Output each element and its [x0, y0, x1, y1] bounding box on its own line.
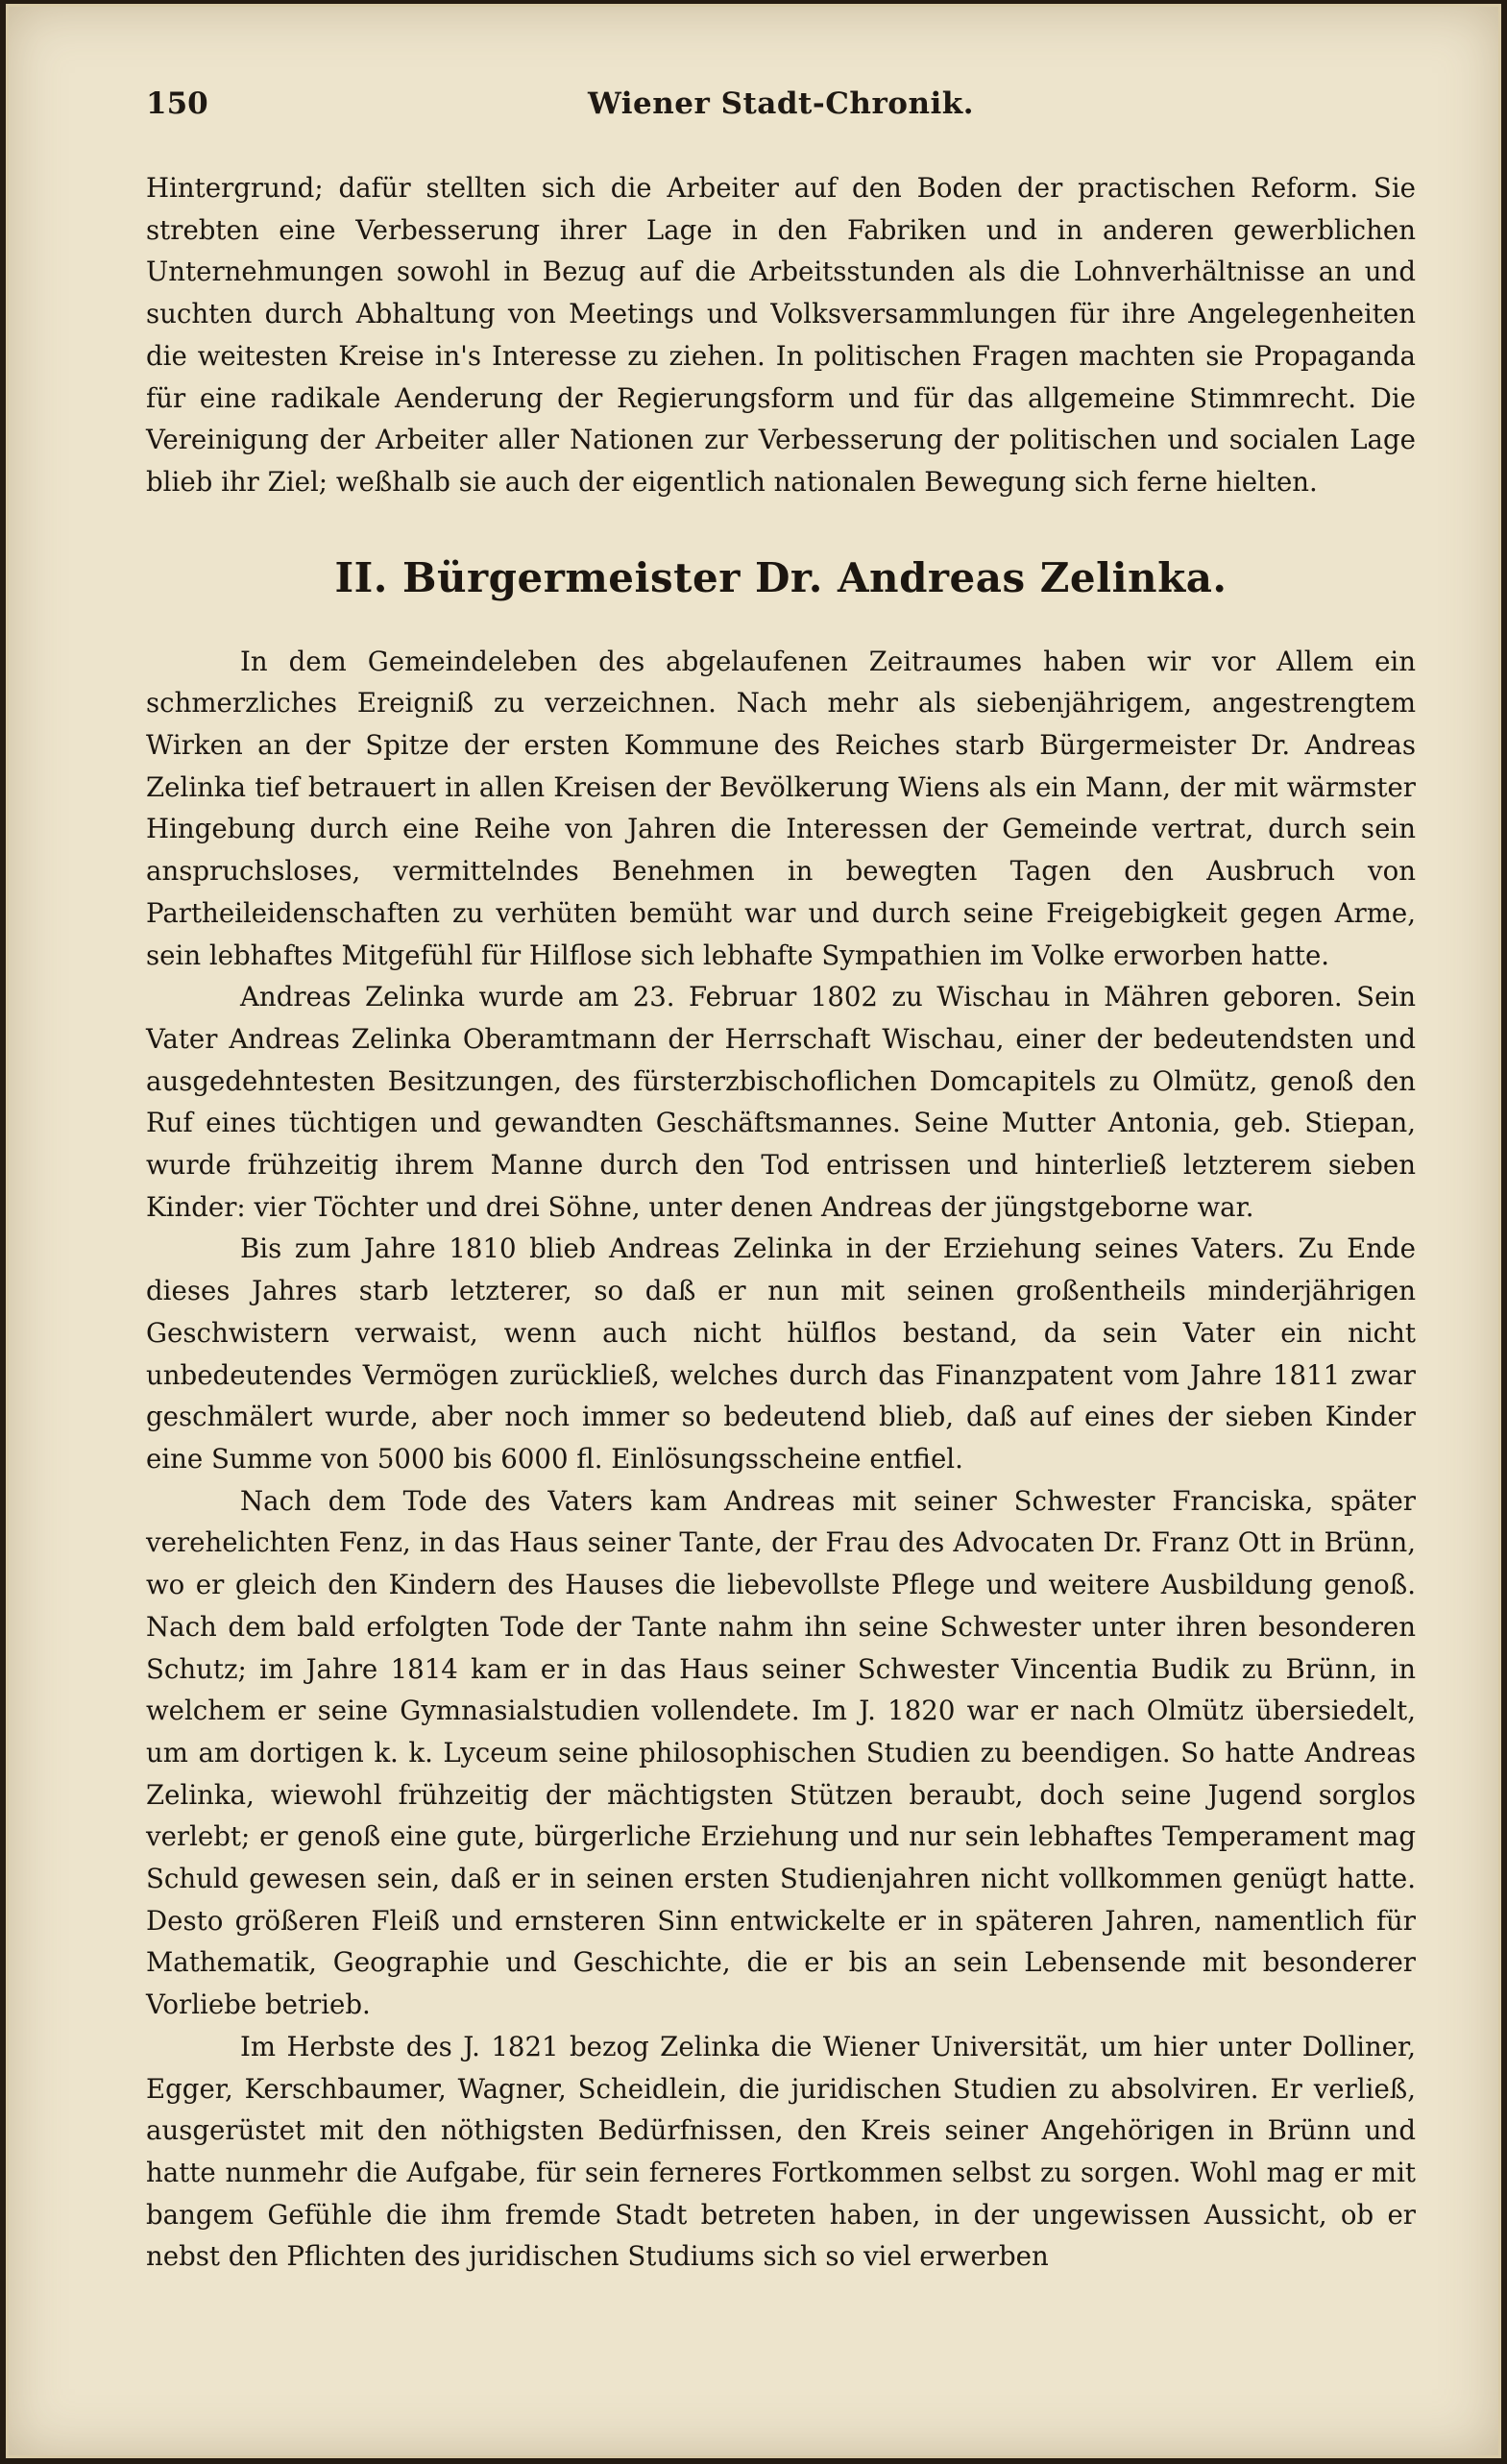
- paragraph: Nach dem Tode des Vaters kam Andreas mit seiner Schwester Franciska, später verehelichten Fenz, in das Haus seiner Tante, der Frau des Advocaten Dr. Franz Ott in Brünn, wo er gleich den Kindern des Hauses die liebevollste Pflege und weitere Ausbildung genoß. Nach dem bald erfolgten Tode der Tante nahm ihn seine Schwester unter ihren besonderen Schutz; im Jahre 1814 kam er in das Haus seiner Schwester Vincentia Budik zu Brünn, in welchem er seine Gymnasialstudien vollendete. Im J. 1820 war er nach Olmütz übersiedelt, um am dortigen k. k. Lyceum seine philosophischen Studien zu beendigen. So hatte Andreas Zelinka, wiewohl frühzeitig der mächtigsten Stützen beraubt, doch seine Jugend sorglos verlebt; er genoß eine gute, bürgerliche Erziehung und nur sein lebhaftes Temperament mag Schuld gewesen sein, daß er in seinen ersten Studienjahren nicht vollkommen genügt hatte. Desto größeren Fleiß und ernsteren Sinn entwickelte er in späteren Jahren, namentlich für Mathematik, Geographie und Geschichte, die er bis an sein Lebensende mit besonderer Vorliebe betrieb.: [146, 1484, 1416, 2021]
- running-title: Wiener Stadt-Chronik.: [587, 86, 975, 121]
- section-heading: II. Bürgermeister Dr. Andreas Zelinka.: [334, 553, 1227, 601]
- paragraph: Bis zum Jahre 1810 blieb Andreas Zelinka in der Erziehung seines Vaters. Zu Ende dieses Jahres starb letzterer, so daß er nun mit seinen großentheils minderjährigen Geschwistern verwaist, wenn auch nicht hülflos bestand, da sein Vater ein nicht unbedeutendes Vermögen zurückließ, welches durch das Finanzpatent vom Jahre 1811 zwar geschmälert wurde, aber noch immer so bedeutend blieb, daß auf eines der sieben Kinder eine Summe von 5000 bis 6000 fl. Einlösungsscheine entfiel.: [146, 1232, 1416, 1475]
- paragraph: Im Herbste des J. 1821 bezog Zelinka die Wiener Universität, um hier unter Dolliner, Egger, Kerschbaumer, Wagner, Scheidlein, die juridischen Studien zu absolviren. Er verließ, ausgerüstet mit den nöthigsten Bedürfnissen, den Kreis seiner Angehörigen in Brünn und hatte nunmehr die Aufgabe, für sein ferneres Fortkommen selbst zu sorgen. Wohl mag er mit bangem Gefühle die ihm fremde Stadt betreten haben, in der ungewissen Aussicht, ob er nebst den Pflichten des juridischen Studiums sich so viel erwerben: [146, 2030, 1416, 2273]
- book-page: [6, 4, 1501, 2458]
- body-text: [146, 167, 1416, 2278]
- paragraph: In dem Gemeindeleben des abgelaufenen Zeitraumes haben wir vor Allem ein schmerzliches Ereigniß zu verzeichnen. Nach mehr als siebenjährigem, angestrengtem Wirken an der Spitze der ersten Kommune des Reiches starb Bürgermeister Dr. Andreas Zelinka tief betrauert in allen Kreisen der Bevölkerung Wiens als ein Mann, der mit wärmster Hingebung durch eine Reihe von Jahren die Interessen der Gemeinde vertrat, durch sein anspruchsloses, vermittelndes Benehmen in bewegten Tagen den Ausbruch von Partheileidenschaften zu verhüten bemüht war und durch seine Freigebigkeit gegen Arme, sein lebhaftes Mitgefühl für Hilflose sich lebhafte Sympathien im Volke erworben hatte.: [146, 645, 1416, 971]
- paragraph: Andreas Zelinka wurde am 23. Februar 1802 zu Wischau in Mähren geboren. Sein Vater Andreas Zelinka Oberamtmann der Herrschaft Wischau, einer der bedeutendsten und ausgedehntesten Besitzungen, des fürsterzbischoflichen Domcapitels zu Olmütz, genoß den Ruf eines tüchtigen und gewandten Geschäftsmannes. Seine Mutter Antonia, geb. Stiepan, wurde frühzeitig ihrem Manne durch den Tod entrissen und hinterließ letzterem sieben Kinder: vier Töchter und drei Söhne, unter denen Andreas der jüngstgeborne war.: [146, 981, 1416, 1223]
- page-header: [146, 86, 1416, 131]
- intro-paragraph: Hintergrund; dafür stellten sich die Arbeiter auf den Boden der practischen Reform. Sie strebten eine Verbesserung ihrer Lage in den Fabriken und in anderen gewerblichen Unternehmungen sowohl in Bezug auf die Arbeitsstunden als die Lohnverhältnisse an und suchten durch Abhaltung von Meetings und Volksversammlungen für ihre Angelegenheiten die weitesten Kreise in's Interesse zu ziehen. In politischen Fragen machten sie Propaganda für eine radikale Aenderung der Regierungsform und für das allgemeine Stimmrecht. Die Vereinigung der Arbeiter aller Nationen zur Verbesserung der politischen und socialen Lage blieb ihr Ziel; weßhalb sie auch der eigentlich nationalen Bewegung sich ferne hielten.: [146, 172, 1416, 498]
- page-number: 150: [146, 86, 208, 121]
